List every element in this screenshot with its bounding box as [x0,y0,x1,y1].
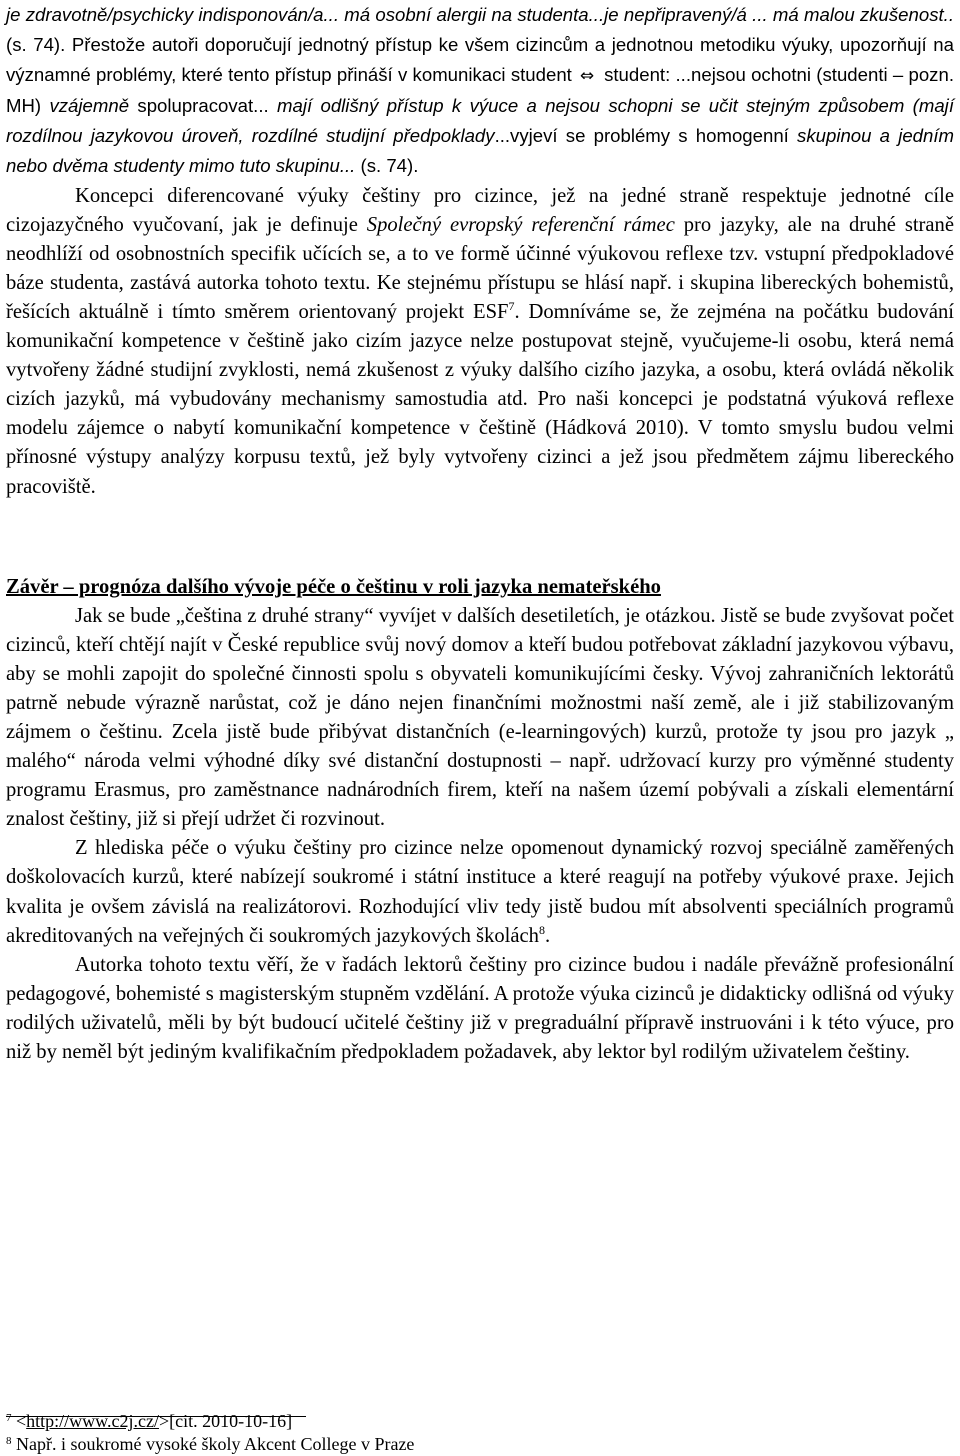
document-page [6,0,954,1067]
cefr-title: Společný evropský referenční rámec [366,213,675,236]
paragraph-author: Autorka tohoto textu věří, že v řadách lektorů češtiny pro cizince budou i nadále převážně profesionální pedagogové, bohemisté s magisterským stupněm vzdělání. A protože výuka cizinců je didakticky odlišná od výuky rodilých uživatelů, měli by být budoucí učitelé češtiny již v pregraduální přípravě instruováni i k této výuce, pro niž by neměl být jediným kvalifikačním předpokladem požadavek, aby lektor byl rodilým uživatelem češtiny. [6,953,954,1063]
quote-italic-2: vzájemně [41,95,130,117]
quote-student-2: student: ...nejsou ochotni (studenti – pozn. MH) [6,64,954,117]
footnote-7-link[interactable]: http://www.c2j.cz/ [26,1411,159,1431]
courses-end: . [544,924,551,947]
section-spacer [6,502,954,573]
footnote-ref-8[interactable]: 8 [538,922,545,937]
section-heading: Závěr – prognóza dalšího vývoje péče o češtinu v roli jazyka nemateřského [6,575,661,598]
concept-text-3: . Domníváme se, že zejména na počátku budování komunikační kompetence v češtině jako cizím jazyce nelze postupovat stejně, vyučujeme-li osobu, která nemá vytvořeny žádné studijní zvyklosti, nemá zkušenost z výuky dalšího cizího jazyka, a osobu, která ovládá několik cizích jazyků, má vybudovány mechanismy samostudia atd. Pro naši koncepci je podstatná výuková reflexe modelu zájemce o nabytí komunikační kompetence v češtině (Hádková 2010). V tomto smyslu budou velmi přínosné výstupy analýzy korpusu textů, jež byly vytvořeny cizinci a jež jsou předmětem zájmu libereckého pracoviště. [6,300,954,498]
footnote-7-cite: >[cit. 2010-10-16] [158,1411,293,1431]
double-arrow-icon: ⇔ [579,66,595,87]
footnote-ref-7[interactable]: 7 [508,299,515,314]
quote-cooperate: spolupracovat... [137,95,269,117]
quote-citation-1: (s. 74). Přestože autoři doporučují jednotný přístup ke všem cizincům a jednotnou metodiku výuky, upozorňují na významné problémy, které tento přístup přináší v komunikaci [6,34,954,86]
quote-italic-4: skupinou a jedním nebo dvěma studenty mimo tuto skupinu... [6,125,955,177]
footnote-7-number: 7 [6,1412,12,1424]
footnote-8-text: Např. i soukromé vysoké školy Akcent College v Praze [11,1434,415,1454]
concept-text-2: pro jazyky, ale na druhé straně neodhlíží od osobnostních specifik učících se, a to ve formě účinné výukovou reflexe tzv. vstupní předpokladové báze studenta, zastává autorka tohoto textu. Ke stejnému přístupu se hlásí např. i skupina libereckých bohemistů, řešících aktuálně i tímto směrem orientovaný projekt ESF [6,213,954,323]
footnote-7 [6,1411,292,1431]
courses-text: Z hlediska péče o výuku češtiny pro cizince nelze opomenout dynamický rozvoj speciálně zaměřených doškolovacích kurzů, které nabízejí soukromé i státní instituce a které reagují na potřeby výukové praxe. Jejich kvalita je ovšem závislá na realizátorovi. Rozhodující vliv tedy jistě budou mít absolventi speciálních programů akreditovaných na veřejných či soukromých jazykových školách [6,837,954,947]
footnote-8 [6,1434,414,1454]
quote-citation-2: (s. 74). [355,155,419,177]
quote-italic-1: je zdravotně/psychicky indisponován/a... má osobní alergii na studenta...je nepřipravený/á ... má malou zkušenost.. [6,4,954,25]
footnote-8-number: 8 [6,1435,12,1447]
paragraph-outlook: Jak se bude „čeština z druhé strany“ vyvíjet v dalších desetiletích, je otázkou. Jistě se bude zvyšovat počet cizinců, kteří chtějí najít v České republice svůj nový domov a kteří budou potřebovat základní jazykovou výbavu, aby se mohli zapojit do společné činnosti spolu s obyvateli komunikujícími česky. Vývoj zahraničních lektorátů patrně nebude výrazně narůstat, což je dáno nejen finančními možnostmi naší země, ale i již stabilizovaným zájmem o češtinu. Zcela jistě bude přibývat distančních (e-learningových) kurzů, protože ty jsou pro jazyk „ malého“ národa velmi výhodné díky své distanční dostupnosti – např. udržovací kurzy pro výměnné studenty programu Erasmus, pro zaměstnance nadnárodních firem, kteří na našem území pobývali a získali elementární znalost češtiny, již si přejí udržet či rozvinout. [6,604,954,831]
paragraph-concept [6,182,954,502]
footnote-7-open: < [11,1411,27,1431]
paragraph-quote-continuation [6,0,954,182]
quote-problems: ...vyjeví se problémy s homogenní [494,125,789,147]
paragraph-courses [6,834,954,950]
quote-student-1: student [510,64,572,86]
concept-text-1: Koncepci diferencované výuky češtiny pro cizince, jež na jedné straně respektuje jednotné cíle cizojazyčného vyučovaní, jak je definuje [6,184,954,236]
quote-italic-3: mají odlišný přístup k výuce a nejsou schopni se učit stejným způsobem (mají rozdílnou jazykovou úroveň, rozdílné studijní předpoklady [6,95,954,147]
